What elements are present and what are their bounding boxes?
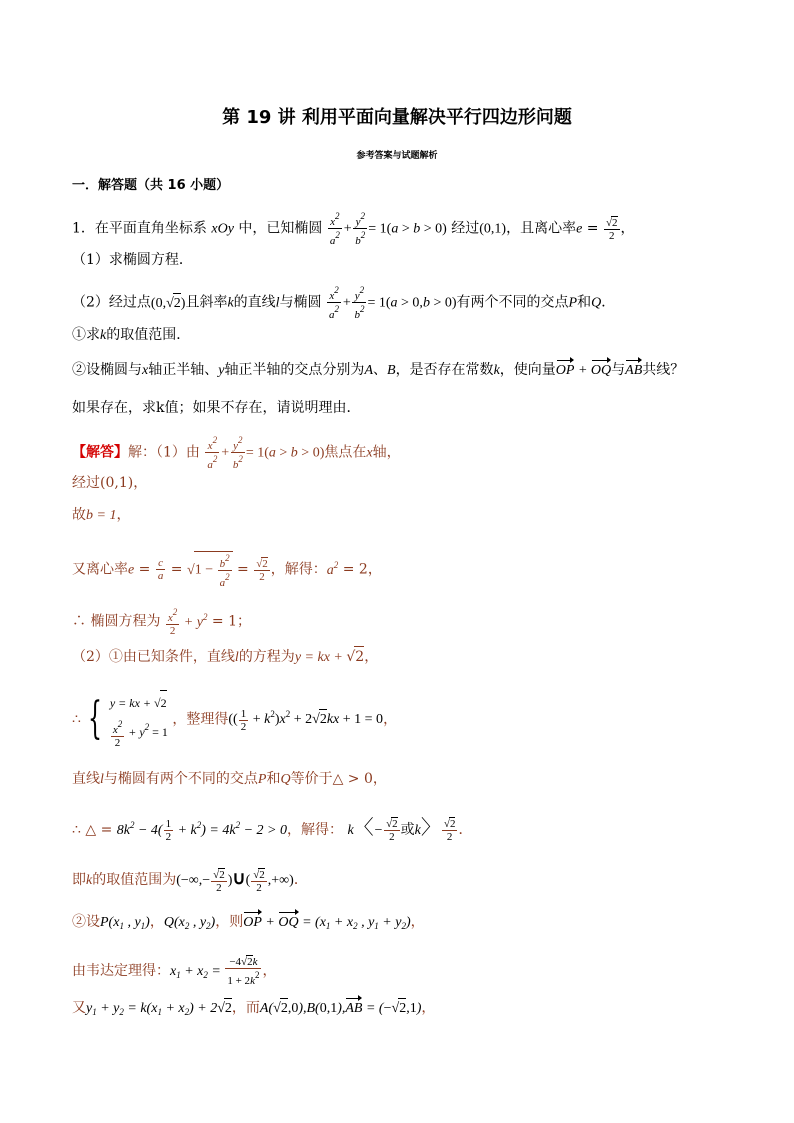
page-subtitle: 参考答案与试题解析 — [356, 151, 438, 161]
solution-text-10b: 的取值范围为 — [92, 872, 177, 889]
q1-sub2-line2: 如果存在，求k值；如果不存在，请说明理由． — [72, 400, 361, 416]
q1-part2-text-c: 的直线 — [233, 294, 276, 311]
q1-frac-y: $\frac{y^2}{b^2}$ — [355, 211, 366, 247]
solution-line-10: 即k的取值范围为(−∞,− $\frac{√2}{2}$ )∪( $\frac{√2}{2}$ ,+∞)． — [72, 868, 308, 894]
section-heading: 一．解答题（共 16 小题） — [72, 178, 230, 193]
solution-text-7a: ∴ — [72, 711, 81, 728]
solution-text-6b: 的方程为 — [238, 649, 295, 665]
q1-frac-x: $\frac{x^2}{a^2}$ — [329, 211, 340, 247]
solution-text-1c: 轴， — [372, 444, 401, 461]
solution-line-1: 【解答】解：（1）由 $\frac{x^2}{a^2}$ + $\frac{y^2}{b^2}$ = 1(a > b > 0)焦点在x轴， — [72, 435, 401, 471]
system-brace: { — [88, 693, 103, 745]
solution-text-8b: 与椭圆有两个不同的交点 — [103, 771, 258, 787]
solution-line-2: 经过(0,1)， — [72, 475, 148, 491]
q1-sub2-text-c: 轴正半轴的交点分别为 — [224, 362, 365, 378]
solution-line-6: （2）①由已知条件，直线l的方程为y = kx + √2， — [72, 646, 378, 668]
equation-system: y = kx + √2 $\frac{x^2}{2}$ + $y^2 = 1$ — [110, 690, 168, 749]
page-title: 第 19 讲 利用平面向量解决平行四边形问题 — [222, 107, 572, 128]
solution-frac-x: $\frac{x^2}{a^2}$ — [207, 435, 218, 471]
solution-text-8d: 等价于△ > 0， — [290, 771, 387, 787]
q1-frac-e: $\frac{√2}{2}$ — [605, 216, 618, 242]
solution-text-4b: ，解得： — [270, 561, 327, 578]
solution-text-4a: 又离心率 — [72, 561, 128, 578]
solution-line-11: ②设$P(x_1$ , $y_1$)，$Q(x_2$ , $y_2$)，则OP + OQ = ($x_1 + x_2$ , $y_1 + y_2$)， — [72, 914, 425, 931]
solution-text-8a: 直线 — [72, 771, 100, 787]
q1-sub2-text-a: ②设椭圆与 — [72, 362, 142, 378]
q1-part2-text-g: ． — [601, 294, 616, 311]
q1-sub2-text-d: 、 — [373, 362, 387, 378]
q1-part2: （2）经过点(0,√2)且斜率k的直线l与椭圆 $\frac{x^2}{a^2}$ + $\frac{y^2}{b^2}$ = 1(a > 0,b > 0)有两个不同的交点P和Q． — [72, 285, 616, 321]
solution-line-4: 又离心率e = $\frac{c}{a}$ = √1 − $\frac{b^2}{a^2}$ = $\frac{√2}{2}$ ，解得：$a^2 = 2$， — [72, 553, 382, 589]
q1-text-e: ， — [620, 220, 635, 237]
solution-text-7b: ，整理得 — [172, 711, 229, 728]
q1-math-xoy: xOy — [211, 221, 234, 237]
q1-text-d: ，且离心率 — [506, 220, 577, 237]
q1-part2-text-f: 和 — [577, 294, 592, 311]
q1-sub2-text-b: 轴正半轴、 — [148, 362, 219, 378]
solution-line-12: 由韦达定理得：$x_1 + x_2$ = $\frac{-4√2k}{1 + 2k^2}$ ， — [72, 956, 277, 987]
solution-line-8: 直线l与椭圆有两个不同的交点P和Q等价于△ > 0， — [72, 771, 387, 787]
solution-frac-ellipse: $\frac{x^2}{2}$ — [167, 607, 178, 637]
q1-part1: （1）求椭圆方程． — [72, 252, 193, 268]
q1-sub2: ②设椭圆与x轴正半轴、y轴正半轴的交点分别为A、B，是否存在常数k，使向量OP + OQ与AB共线？ — [72, 360, 684, 381]
solution-frac-y: $\frac{y^2}{b^2}$ — [232, 435, 243, 471]
solution-frac-sqrt2: $\frac{√2}{2}$ — [256, 557, 268, 583]
q1-part2-text-d: 与椭圆 — [279, 294, 322, 311]
q1-part2-text-e: 有两个不同的交点 — [456, 294, 569, 311]
solution-text-6a: （2）①由已知条件，直线 — [72, 649, 235, 665]
solution-math-b: b = 1 — [86, 508, 117, 523]
answer-tag: 【解答】 — [72, 444, 128, 461]
q1-sub1-text-b: 的取值范围． — [106, 327, 191, 343]
q1-text-a: 1．在平面直角坐标系 — [72, 220, 207, 237]
q1-part2-text-a: （2）经过点 — [72, 294, 151, 311]
q1-text-b: 中，已知椭圆 — [238, 220, 323, 237]
solution-text-12a: 由韦达定理得： — [72, 963, 170, 979]
q1-sub2-text-h: 共线？ — [642, 362, 685, 378]
q1-part2-frac-x: $\frac{x^2}{a^2}$ — [329, 285, 340, 321]
solution-text-9b: ，解得： — [287, 822, 343, 838]
q1-intro: 1．在平面直角坐标系 xOy 中，已知椭圆 $\frac{x^2}{a^2}$ + $\frac{y^2}{b^2}$ = 1(a > b > 0) 经过(0,1)，且离心率e = $\frac{√2}{2}$ ， — [72, 211, 635, 247]
solution-text-3-end: ， — [116, 507, 131, 523]
solution-line-7: ∴ { y = kx + √2 $\frac{x^2}{2}$ + $y^2 = 1$ ，整理得(( $\frac{1}{2}$ + $k^2)x^2 + 2√2kx + 1 = 0$， — [72, 690, 397, 746]
solution-text-9a: ∴ △ = — [72, 822, 113, 838]
solution-text-11a: ②设 — [72, 914, 100, 930]
solution-text-11c: ， — [410, 914, 425, 930]
solution-text-8c: 和 — [266, 771, 281, 787]
solution-line-3 — [72, 505, 130, 526]
solution-line-9: ∴ △ = $8k^2 - 4$( $\frac{1}{2}$ + $k^2) = 4k^2 - 2 > 0$，解得： k〈− $\frac{√2}{2}$ 或k〉 $\frac{√2}{2}$ ． — [72, 815, 473, 844]
q1-sub1: ①求k的取值范围． — [72, 327, 191, 343]
solution-text-5a: ∴ 椭圆方程为 — [72, 613, 161, 630]
solution-text-13a: 又 — [72, 1000, 86, 1016]
solution-text-10a: 即 — [72, 872, 86, 889]
solution-text-6c: ， — [364, 649, 379, 665]
solution-text-9c: ． — [458, 822, 473, 838]
q1-part2-frac-y: $\frac{y^2}{b^2}$ — [354, 285, 365, 321]
solution-text-13b: ，而 — [231, 1000, 260, 1016]
solution-text-4c: ， — [367, 561, 382, 578]
solution-text-11b: ，则 — [215, 914, 244, 930]
solution-text-3: 故 — [72, 507, 86, 523]
q1-sub2-text-e: ，是否存在常数 — [395, 362, 494, 378]
q1-sub2-text-f: ，使向量 — [499, 362, 556, 378]
solution-text-1a: 解：（1）由 — [128, 444, 200, 461]
q1-text-c: 经过 — [451, 220, 480, 237]
solution-text-5b: ； — [237, 613, 252, 630]
solution-text-7c: ， — [383, 711, 398, 728]
q1-sub2-text-g: 与 — [611, 362, 626, 378]
q1-part2-text-b: 且斜率 — [185, 294, 228, 311]
solution-text-10c: ． — [293, 872, 308, 889]
solution-text-13c: ， — [421, 1000, 436, 1016]
solution-frac-ca: $\frac{c}{a}$ — [157, 557, 164, 583]
solution-text-12b: ， — [262, 963, 277, 979]
solution-line-13: 又$y_1 + y_2 = k(x_1 + x_2) + 2√2$，而A(√2,0),B(0,1),AB = (−√2,1)， — [72, 1000, 436, 1017]
q1-sub1-text-a: ①求 — [72, 327, 100, 343]
solution-text-1b: 焦点在 — [324, 444, 367, 461]
solution-line-5: ∴ 椭圆方程为 $\frac{x^2}{2}$ + $y^2 = 1$； — [72, 607, 252, 637]
